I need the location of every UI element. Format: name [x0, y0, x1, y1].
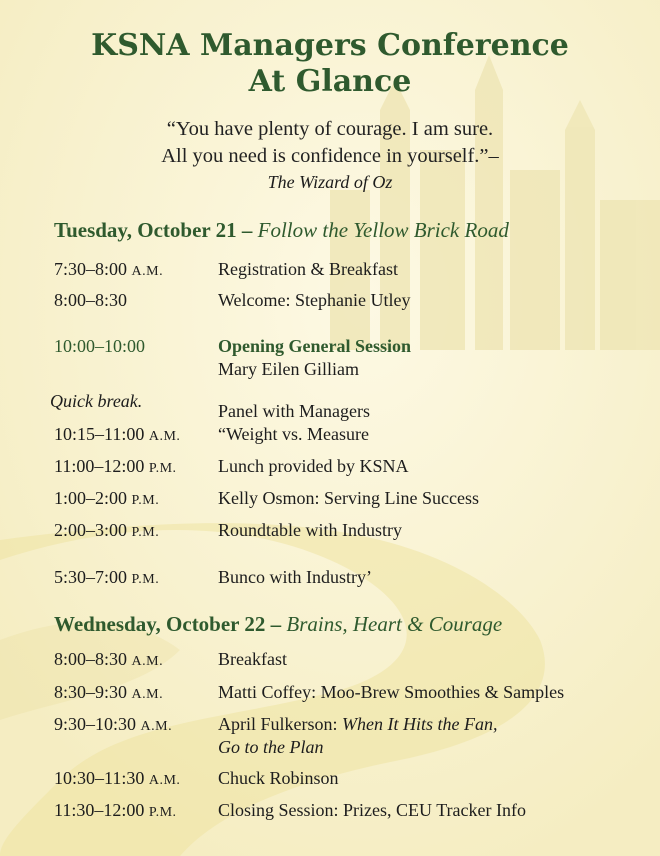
schedule-time: 10:30–11:30 A.M.: [54, 768, 181, 788]
tuesday-date: Tuesday, October 21: [54, 218, 237, 242]
schedule-time: 7:30–8:00 A.M.: [54, 259, 164, 279]
schedule-event: Bunco with Industry’: [218, 567, 372, 587]
tuesday-theme: Follow the Yellow Brick Road: [257, 218, 509, 242]
schedule-event: Welcome: Stephanie Utley: [218, 290, 411, 310]
title-line-1: KSNA Managers Conference: [91, 28, 569, 63]
tuesday-heading: [54, 218, 509, 243]
session-title: When It Hits the Fan,: [342, 714, 498, 734]
speaker-name: April Fulkerson:: [218, 714, 342, 734]
schedule-event: Registration & Breakfast: [218, 259, 398, 279]
schedule-time: 1:00–2:00 P.M.: [54, 488, 160, 508]
schedule-time: 9:30–10:30 A.M.: [54, 714, 173, 734]
schedule-event: Breakfast: [218, 649, 287, 669]
schedule-time: 8:00–8:30 A.M.: [54, 649, 164, 669]
schedule-time: 11:30–12:00 P.M.: [54, 800, 177, 820]
schedule-event: Panel with Managers: [218, 401, 370, 421]
schedule-time: 2:00–3:00 P.M.: [54, 520, 160, 540]
opening-quote: [0, 116, 660, 170]
schedule-time: 10:15–11:00 A.M.: [54, 424, 181, 444]
schedule-event: [218, 335, 411, 381]
heading-dash: –: [236, 218, 258, 242]
schedule-event: Roundtable with Industry: [218, 520, 402, 540]
wednesday-date: Wednesday, October 22: [54, 612, 266, 636]
schedule-event: Lunch provided by KSNA: [218, 456, 409, 476]
title-line-2: At Glance: [248, 64, 412, 99]
schedule-time: 11:00–12:00 P.M.: [54, 456, 177, 476]
schedule-time: 5:30–7:00 P.M.: [54, 567, 160, 587]
schedule-event: Kelly Osmon: Serving Line Success: [218, 488, 479, 508]
opening-session-title: Opening General Session: [218, 336, 412, 356]
schedule-time: 10:00–10:00: [54, 336, 146, 356]
schedule-time: 8:00–8:30: [54, 290, 128, 310]
schedule-event: [218, 713, 497, 759]
schedule-time: 8:30–9:30 A.M.: [54, 682, 164, 702]
quote-line-1: “You have plenty of courage. I am sure.: [166, 118, 494, 140]
heading-dash: –: [265, 612, 287, 636]
schedule-event-subtitle: “Weight vs. Measure: [218, 424, 370, 444]
quick-break-label: Quick break.: [50, 391, 143, 411]
schedule-event: Closing Session: Prizes, CEU Tracker Info: [218, 800, 526, 820]
wednesday-heading: [54, 612, 502, 637]
opening-session-speaker: Mary Eilen Gilliam: [218, 359, 359, 379]
schedule-event: Matti Coffey: Moo-Brew Smoothies & Samples: [218, 682, 565, 702]
wednesday-theme: Brains, Heart & Courage: [286, 612, 503, 636]
quote-attribution: The Wizard of Oz: [267, 172, 393, 192]
page-title: [0, 28, 660, 100]
session-title-cont: Go to the Plan: [218, 737, 324, 757]
quote-line-2: All you need is confidence in yourself.”–: [161, 145, 499, 167]
schedule-event: Chuck Robinson: [218, 768, 339, 788]
